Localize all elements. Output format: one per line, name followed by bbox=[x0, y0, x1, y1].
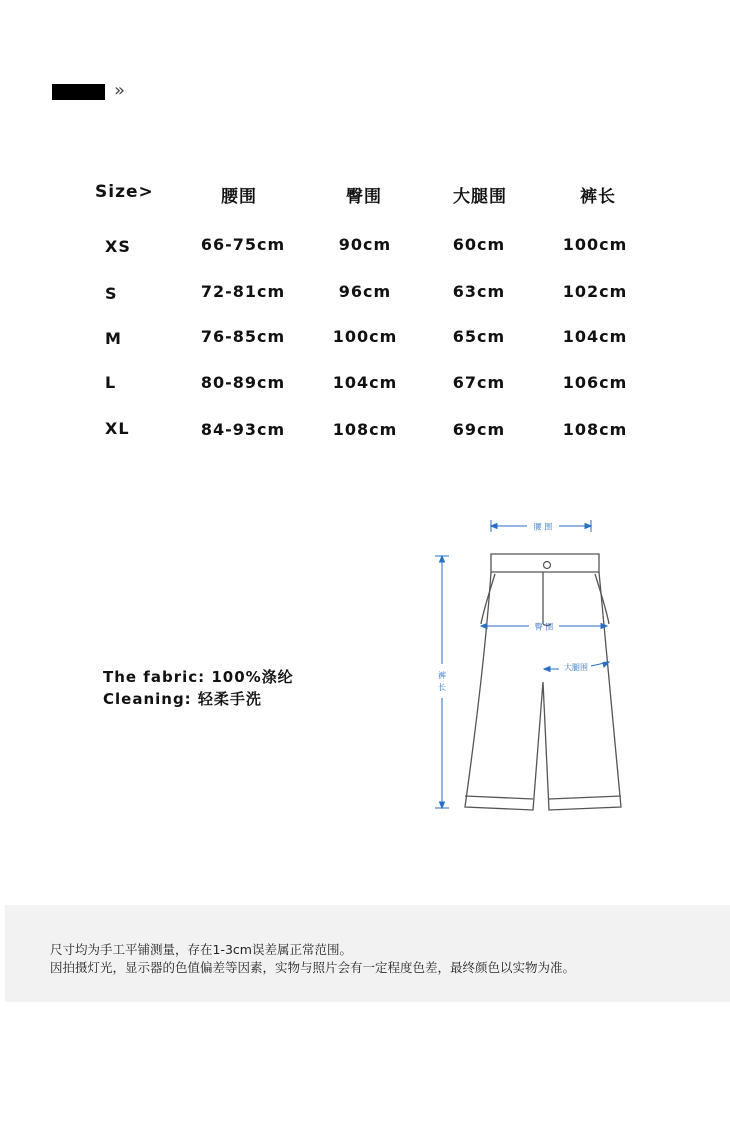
disclaimer-line: 因拍摄灯光，显示器的色值偏差等因素，实物与照片会有一定程度色差，最终颜色以实物为准。 bbox=[50, 960, 576, 975]
hip-label: 臀 围 bbox=[534, 622, 554, 632]
table-cell-hip: 104cm bbox=[332, 373, 398, 392]
table-cell-thigh: 65cm bbox=[452, 327, 506, 346]
fabric-line: The fabric: 100%涤纶 bbox=[103, 668, 294, 686]
column-header-waist: 腰围 bbox=[221, 187, 257, 207]
length-label: 长 bbox=[438, 683, 446, 692]
table-cell-thigh: 67cm bbox=[452, 373, 506, 392]
table-cell-length: 102cm bbox=[562, 282, 628, 301]
table-cell-waist: 76-85cm bbox=[200, 327, 286, 346]
table-cell-waist: 80-89cm bbox=[200, 373, 286, 392]
table-cell-length: 104cm bbox=[562, 327, 628, 346]
table-cell-waist: 72-81cm bbox=[200, 282, 286, 301]
button-icon bbox=[544, 562, 551, 569]
table-cell-hip: 90cm bbox=[338, 235, 392, 254]
table-cell-length: 108cm bbox=[562, 420, 628, 439]
table-row-size: XS bbox=[105, 237, 131, 256]
pants-measurement-diagram bbox=[425, 512, 625, 822]
length-measure-line bbox=[435, 556, 449, 808]
table-cell-waist: 84-93cm bbox=[200, 420, 286, 439]
length-label: 裤 bbox=[438, 671, 446, 680]
column-header-length: 裤长 bbox=[580, 187, 616, 207]
table-row-size: M bbox=[105, 329, 122, 348]
table-row-size: XL bbox=[105, 419, 130, 438]
table-cell-length: 100cm bbox=[562, 235, 628, 254]
table-cell-thigh: 69cm bbox=[452, 420, 506, 439]
pants-outline bbox=[465, 554, 621, 810]
disclaimer-line: 尺寸均为手工平铺测量，存在1-3cm误差属正常范围。 bbox=[50, 942, 352, 957]
table-cell-thigh: 63cm bbox=[452, 282, 506, 301]
column-header-hip: 臀围 bbox=[346, 187, 382, 207]
table-row-size: S bbox=[105, 284, 118, 303]
chevron-right-icon: » bbox=[114, 80, 126, 101]
column-header-size: Size> bbox=[95, 182, 154, 202]
thigh-label: 大腿围 bbox=[564, 663, 588, 672]
size-table bbox=[0, 0, 730, 460]
table-cell-thigh: 60cm bbox=[452, 235, 506, 254]
table-cell-waist: 66-75cm bbox=[200, 235, 286, 254]
column-header-thigh: 大腿围 bbox=[453, 187, 507, 207]
table-cell-hip: 100cm bbox=[332, 327, 398, 346]
waist-label: 腰 围 bbox=[533, 522, 553, 532]
table-cell-hip: 96cm bbox=[338, 282, 392, 301]
table-cell-length: 106cm bbox=[562, 373, 628, 392]
table-cell-hip: 108cm bbox=[332, 420, 398, 439]
cleaning-line: Cleaning: 轻柔手洗 bbox=[103, 690, 262, 708]
table-row-size: L bbox=[105, 373, 117, 392]
fabric-info bbox=[103, 666, 294, 710]
